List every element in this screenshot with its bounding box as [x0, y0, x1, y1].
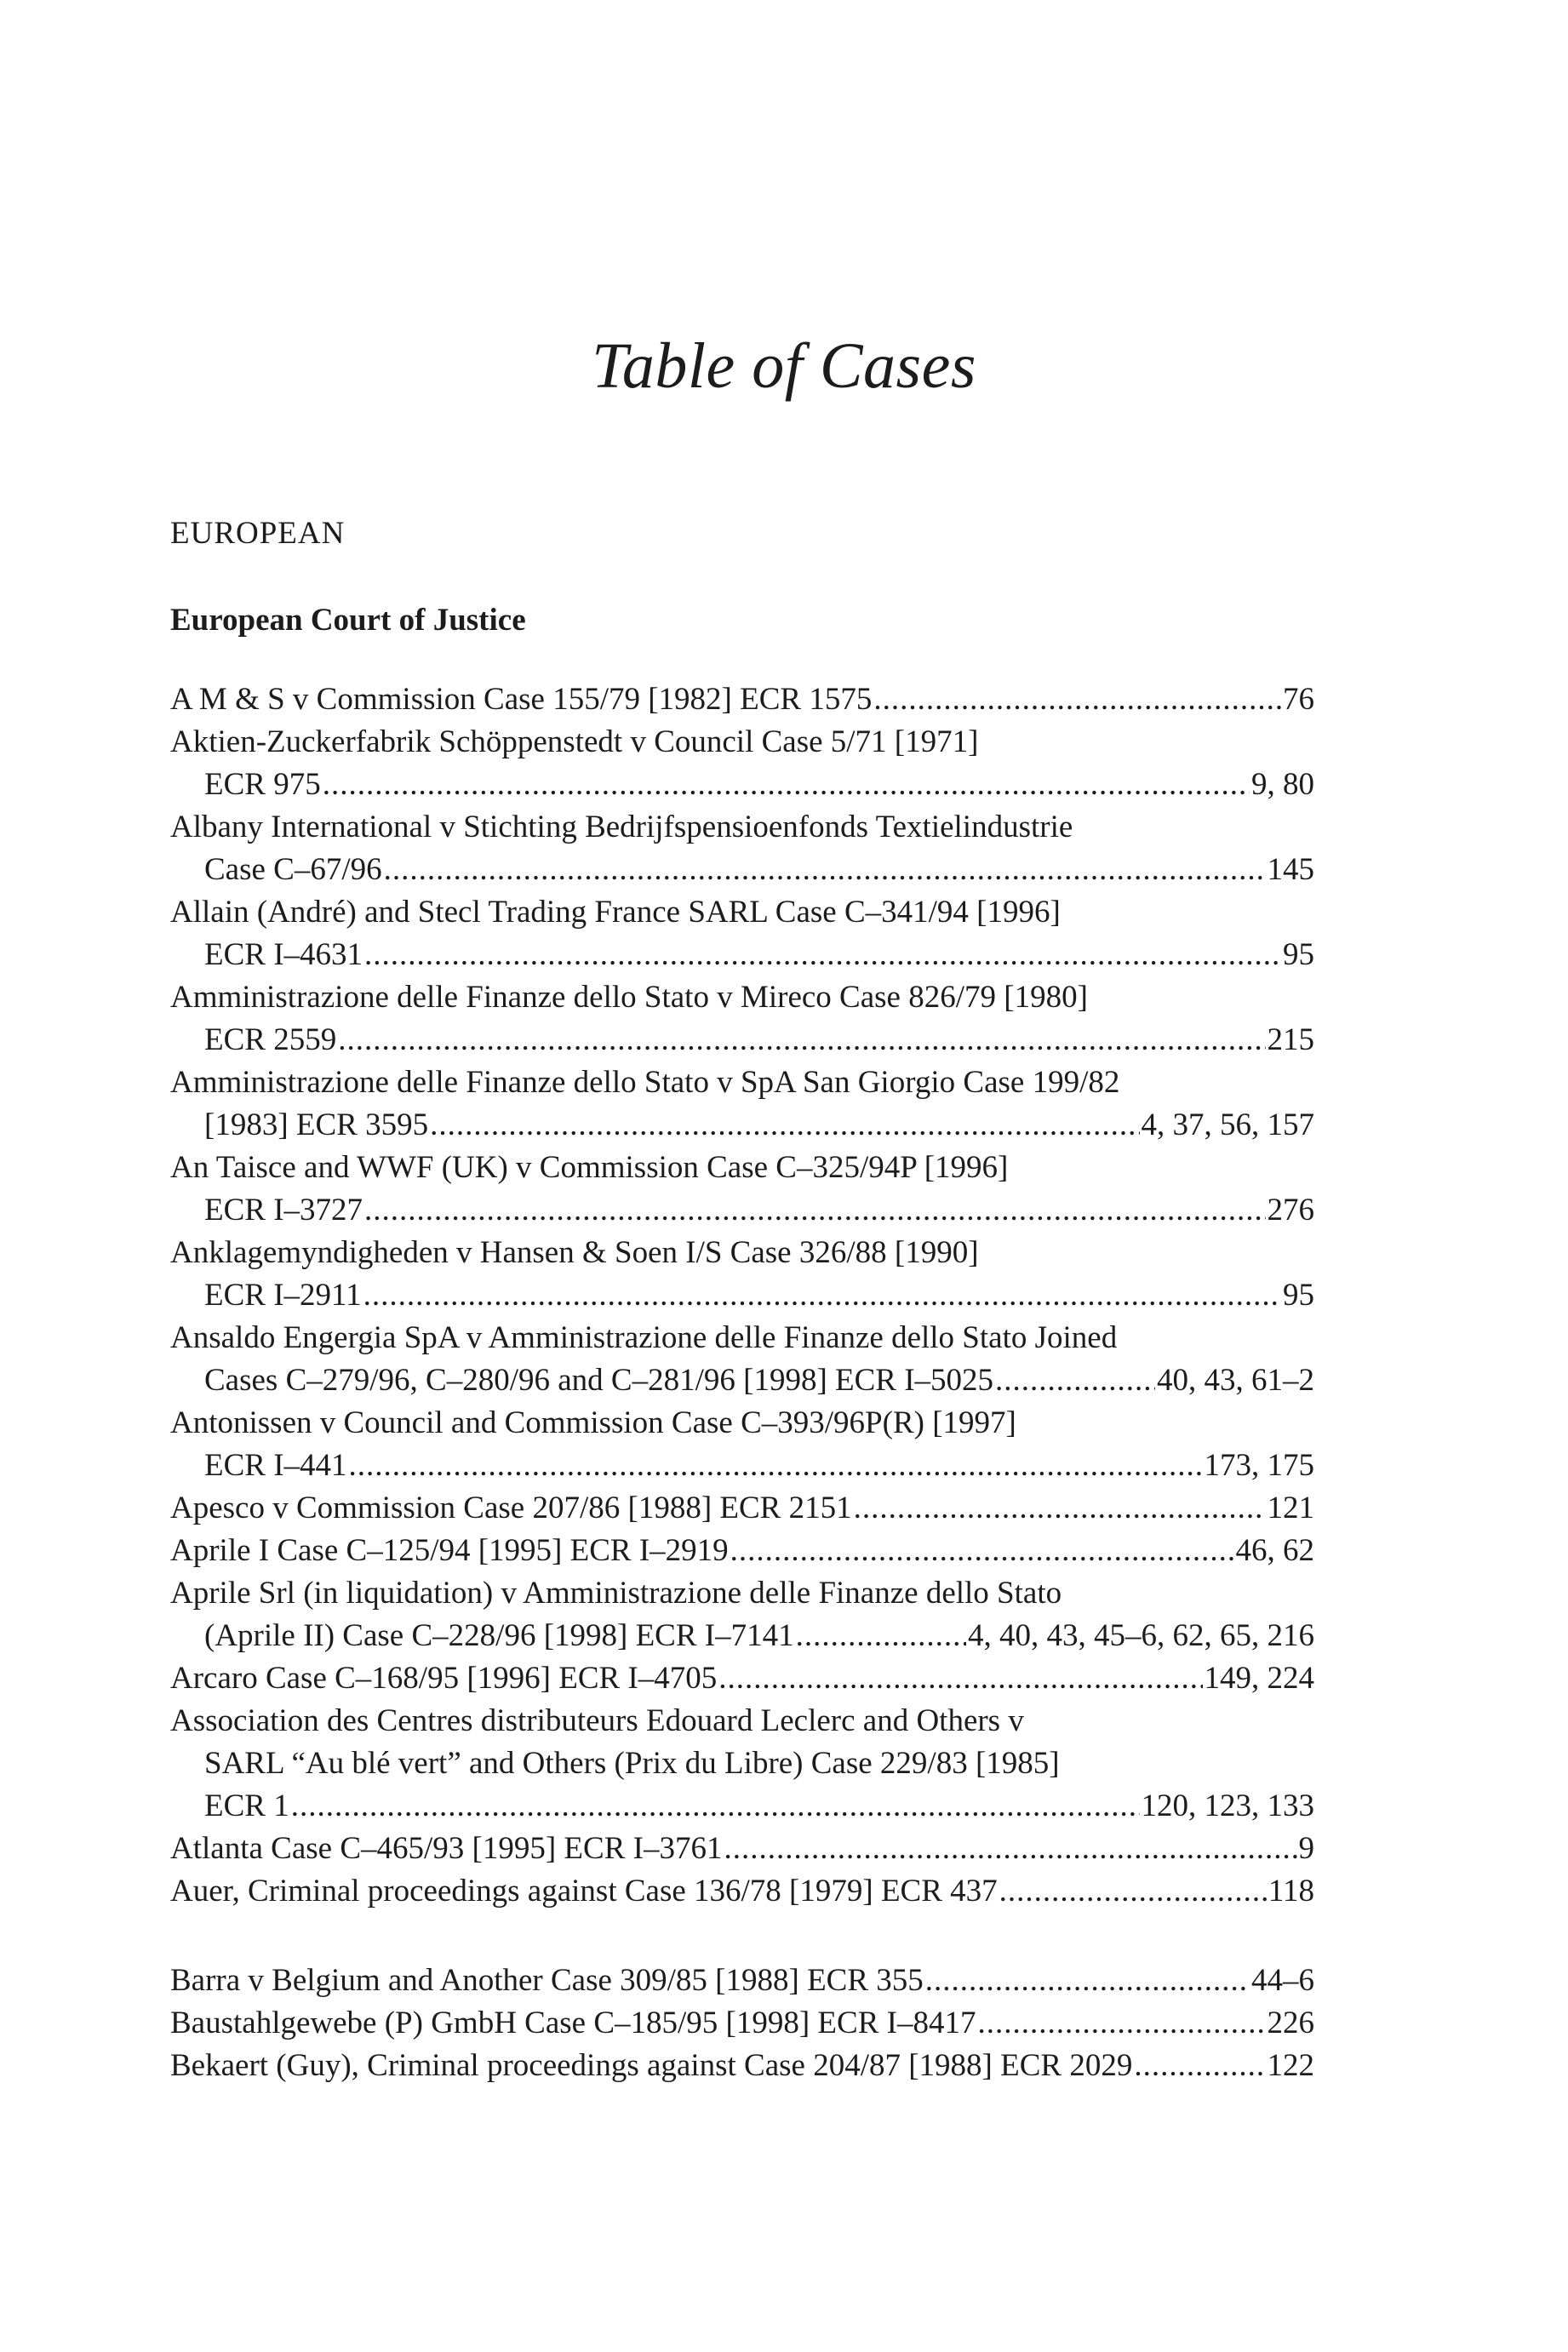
case-entry-line — [170, 1232, 1314, 1274]
case-entry-line — [170, 891, 1314, 934]
case-citation-text: Baustahlgewebe (P) GmbH Case C–185/95 [1998] ECR I–8417 — [170, 2006, 976, 2040]
case-entry-last-line — [170, 1530, 1314, 1572]
case-entry — [170, 1317, 1314, 1402]
page-references: 173, 175 — [1204, 1448, 1314, 1483]
dot-leader — [349, 1445, 1203, 1487]
page-references: 95 — [1283, 937, 1314, 972]
dot-leader — [384, 849, 1266, 891]
section-heading: EUROPEAN — [170, 516, 346, 551]
case-citation-text: ECR 1 — [204, 1788, 289, 1823]
case-citation-text: ECR I–4631 — [204, 937, 363, 972]
dot-leader — [796, 1615, 966, 1657]
case-entry-last-line — [170, 764, 1314, 806]
page-references: 9, 80 — [1251, 767, 1314, 802]
case-citation-text: ECR 975 — [204, 767, 321, 802]
page-title: Table of Cases — [592, 330, 976, 402]
case-entry-line — [170, 1743, 1314, 1785]
case-citation-text: Ansaldo Engergia SpA v Amministrazione delle Finanze dello Stato Joined — [170, 1320, 1118, 1355]
dot-leader — [730, 1530, 1234, 1572]
case-citation-text: Apesco v Commission Case 207/86 [1988] ECR 2151 — [170, 1491, 852, 1525]
case-entry-line — [170, 1317, 1314, 1359]
case-citation-text: Auer, Criminal proceedings against Case 136/78 [1979] ECR 437 — [170, 1874, 998, 1908]
case-entry-last-line — [170, 1960, 1314, 2002]
dot-leader — [854, 1487, 1266, 1530]
case-entry-last-line — [170, 1189, 1314, 1232]
case-citation-text: Amministrazione delle Finanze dello Stato v Mireco Case 826/79 [1980] — [170, 980, 1088, 1015]
case-entry — [170, 806, 1314, 891]
case-citation-text: (Aprile II) Case C–228/96 [1998] ECR I–7141 — [204, 1618, 794, 1653]
page-references: 276 — [1267, 1193, 1314, 1228]
case-entry-line — [170, 721, 1314, 764]
dot-leader — [291, 1785, 1140, 1828]
case-entry-last-line — [170, 1785, 1314, 1828]
case-entry — [170, 1572, 1314, 1657]
case-entry-last-line — [170, 2002, 1314, 2045]
case-entry — [170, 2002, 1314, 2045]
case-entry-line — [170, 1572, 1314, 1615]
case-citation-text: A M & S v Commission Case 155/79 [1982] ECR 1575 — [170, 682, 873, 717]
dot-leader — [1134, 2045, 1265, 2087]
case-citation-text: Cases C–279/96, C–280/96 and C–281/96 [1998] ECR I–5025 — [204, 1363, 994, 1398]
case-citation-text: Amministrazione delle Finanze dello Stato v SpA San Giorgio Case 199/82 — [170, 1065, 1120, 1100]
case-citation-text: Bekaert (Guy), Criminal proceedings against Case 204/87 [1988] ECR 2029 — [170, 2048, 1133, 2083]
dot-leader — [430, 1104, 1139, 1147]
page-references: 46, 62 — [1235, 1533, 1314, 1568]
case-entry — [170, 721, 1314, 806]
case-entry-last-line — [170, 1828, 1314, 1870]
page-references: 121 — [1267, 1491, 1314, 1525]
case-citation-text: ECR I–3727 — [204, 1193, 363, 1228]
case-entry — [170, 1530, 1314, 1572]
case-list-group-2 — [170, 1960, 1314, 2087]
case-citation-text: Aprile I Case C–125/94 [1995] ECR I–2919 — [170, 1533, 729, 1568]
case-entry-line — [170, 1147, 1314, 1189]
dot-leader — [977, 2002, 1265, 2045]
case-citation-text: Anklagemyndigheden v Hansen & Soen I/S Case 326/88 [1990] — [170, 1235, 979, 1270]
case-entry-last-line — [170, 1104, 1314, 1147]
case-entry-last-line — [170, 849, 1314, 891]
dot-leader — [873, 678, 1281, 721]
page-references: 149, 224 — [1204, 1661, 1314, 1696]
case-entry — [170, 1960, 1314, 2002]
dot-leader — [999, 1870, 1267, 1913]
case-entry-last-line — [170, 1870, 1314, 1913]
page-references: 44–6 — [1251, 1963, 1314, 1998]
case-citation-text: Albany International v Stichting Bedrijfspensioenfonds Textielindustrie — [170, 810, 1073, 844]
case-citation-text: ECR I–2911 — [204, 1278, 362, 1313]
case-entry — [170, 1147, 1314, 1232]
case-citation-text: Atlanta Case C–465/93 [1995] ECR I–3761 — [170, 1831, 723, 1866]
case-entry — [170, 1402, 1314, 1487]
case-entry-last-line — [170, 1274, 1314, 1317]
case-citation-text: An Taisce and WWF (UK) v Commission Case C–325/94P [1996] — [170, 1150, 1009, 1185]
case-citation-text: Arcaro Case C–168/95 [1996] ECR I–4705 — [170, 1661, 718, 1696]
court-heading: European Court of Justice — [170, 603, 526, 638]
case-entry-last-line — [170, 1657, 1314, 1700]
case-entry — [170, 891, 1314, 976]
case-entry — [170, 976, 1314, 1062]
case-citation-text: Allain (André) and Stecl Trading France SARL Case C–341/94 [1996] — [170, 895, 1061, 930]
case-entry — [170, 2045, 1314, 2087]
dot-leader — [724, 1828, 1296, 1870]
case-citation-text: ECR 2559 — [204, 1022, 337, 1057]
case-entry — [170, 1828, 1314, 1870]
case-list-group-1 — [170, 678, 1314, 1913]
case-citation-text: ECR I–441 — [204, 1448, 347, 1483]
page-references: 145 — [1267, 852, 1314, 887]
page-references: 9 — [1298, 1831, 1314, 1866]
page-references: 120, 123, 133 — [1141, 1788, 1314, 1823]
case-entry-line — [170, 1700, 1314, 1743]
page-references: 40, 43, 61–2 — [1157, 1363, 1314, 1398]
case-entry — [170, 1062, 1314, 1147]
page-references: 118 — [1268, 1874, 1314, 1908]
dot-leader — [925, 1960, 1250, 2002]
dot-leader — [364, 1189, 1265, 1232]
dot-leader — [338, 1019, 1265, 1062]
case-entry-last-line — [170, 1445, 1314, 1487]
page-references: 95 — [1283, 1278, 1314, 1313]
case-citation-text: Case C–67/96 — [204, 852, 382, 887]
page-references: 122 — [1267, 2048, 1314, 2083]
dot-leader — [718, 1657, 1202, 1700]
case-entry-line — [170, 1062, 1314, 1104]
case-entry — [170, 1487, 1314, 1530]
dot-leader — [323, 764, 1250, 806]
case-citation-text: Aktien-Zuckerfabrik Schöppenstedt v Council Case 5/71 [1971] — [170, 724, 979, 759]
dot-leader — [364, 934, 1281, 976]
case-citation-text: SARL “Au blé vert” and Others (Prix du Libre) Case 229/83 [1985] — [204, 1746, 1060, 1781]
case-entry-last-line — [170, 1487, 1314, 1530]
case-citation-text: [1983] ECR 3595 — [204, 1107, 429, 1142]
page-references: 226 — [1267, 2006, 1314, 2040]
case-entry — [170, 1700, 1314, 1828]
case-citation-text: Antonissen v Council and Commission Case C–393/96P(R) [1997] — [170, 1405, 1016, 1440]
case-entry-last-line — [170, 1615, 1314, 1657]
dot-leader — [995, 1359, 1155, 1402]
case-citation-text: Aprile Srl (in liquidation) v Amministrazione delle Finanze dello Stato — [170, 1576, 1062, 1611]
case-entry-last-line — [170, 934, 1314, 976]
page-references: 4, 40, 43, 45–6, 62, 65, 216 — [968, 1618, 1314, 1653]
dot-leader — [363, 1274, 1281, 1317]
case-entry-last-line — [170, 2045, 1314, 2087]
page-references: 4, 37, 56, 157 — [1141, 1107, 1314, 1142]
page-references: 76 — [1283, 682, 1314, 717]
case-entry-line — [170, 806, 1314, 849]
case-entry — [170, 1657, 1314, 1700]
case-entry — [170, 678, 1314, 721]
case-citation-text: Barra v Belgium and Another Case 309/85 [1988] ECR 355 — [170, 1963, 924, 1998]
case-entry-line — [170, 1402, 1314, 1445]
case-entry-line — [170, 976, 1314, 1019]
case-entry — [170, 1232, 1314, 1317]
case-entry-last-line — [170, 1359, 1314, 1402]
case-entry-last-line — [170, 1019, 1314, 1062]
case-citation-text: Association des Centres distributeurs Edouard Leclerc and Others v — [170, 1703, 1024, 1738]
case-entry — [170, 1870, 1314, 1913]
page-references: 215 — [1267, 1022, 1314, 1057]
case-entry-last-line — [170, 678, 1314, 721]
